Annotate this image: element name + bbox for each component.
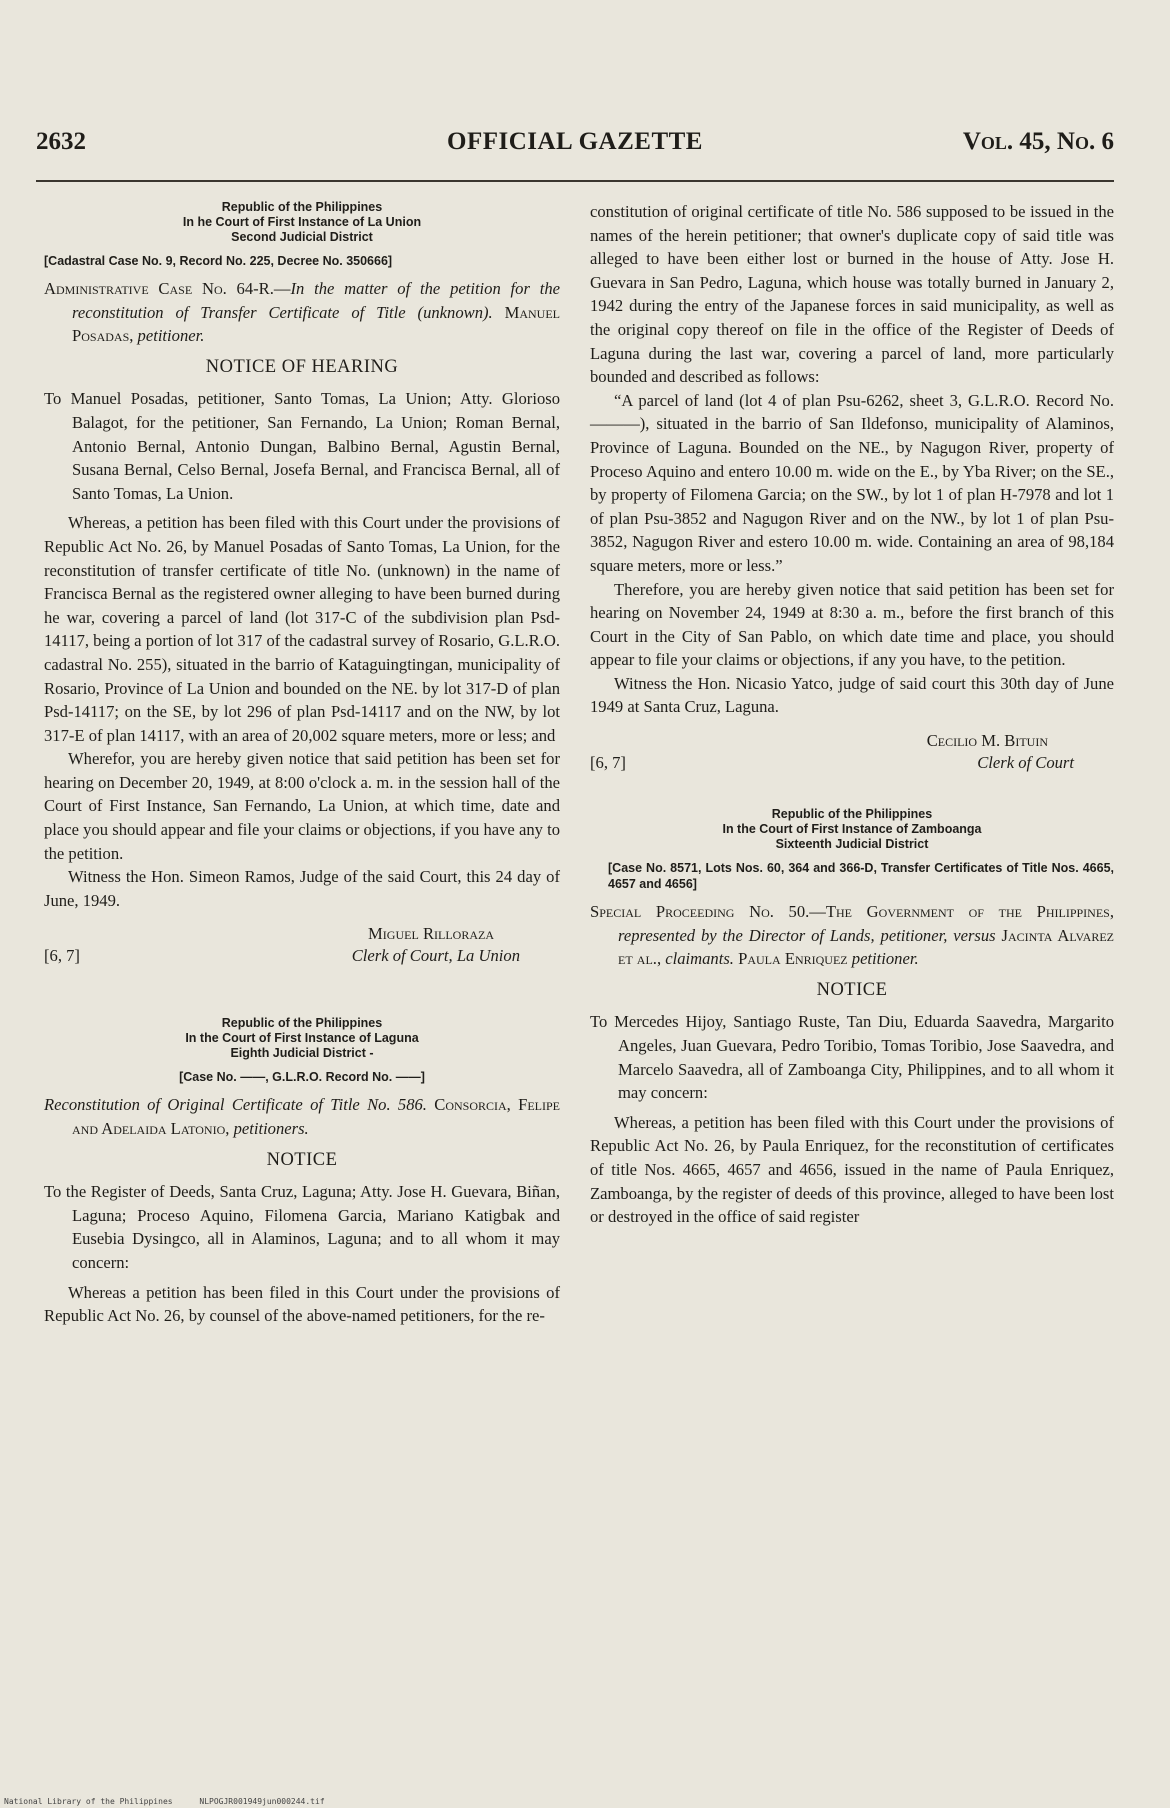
signatory-name: Miguel Rilloraza [368,924,494,944]
case-reference: [Case No. ——, G.L.R.O. Record No. ——] [179,1070,425,1085]
publication-title: OFFICIAL GAZETTE [447,128,703,155]
page-number: 2632 [36,128,86,155]
file-label: NLPOGJR001949jun000244.tif [199,1797,325,1806]
paragraph: Whereas a petition has been filed in this Court under the provisions of Republic Act No. 26, by counsel of the above-named petitioners, for the re- [44,1282,560,1326]
header-rule [36,180,1114,182]
paragraph: Whereas, a petition has been filed with this Court under the provisions of Republic Act No. 26, by Paula Enriquez, for the reconstitution of certificates of title Nos. 4665, 4657 and 4656, issued in the name of Paula Enriquez, Zamboanga, by the register of deeds of this province, alleged to have been lost or destroyed in the office of said register [590,1112,1114,1227]
signatory-title: Clerk of Court, La Union [351,946,520,966]
addressees: To the Register of Deeds, Santa Cruz, Laguna; Atty. Jose H. Guevara, Biñan, Laguna; Proceso Aquino, Filomena Garcia, Mariano Katigbak and Eusebia Dysingco, all in Alaminos, Laguna; and to all whom it may concern: [44,1182,560,1272]
case-reference: [Cadastral Case No. 9, Record No. 225, Decree No. 350666] [44,254,393,268]
addressees: To Mercedes Hijoy, Santiago Ruste, Tan Diu, Eduarda Saavedra, Margarito Angeles, Juan Guevara, Pedro Toribio, Tomas Toribio, Jose Saavedra, and Marcelo Saavedra, all of Zamboanga City, Philippines, and to all whom it may concern: [590,1012,1114,1103]
notice-heading: NOTICE OF HEARING [205,356,399,377]
volume-number: Vol. 45, No. 6 [962,128,1114,155]
issue-reference: [6, 7] [44,946,80,966]
notice-heading: NOTICE [816,979,888,1000]
signatory-name: Cecilio M. Bituin [926,731,1048,751]
court-heading: Republic of the Philippines In the Court of First Instance of Laguna Eighth Judicial District - [185,1016,419,1061]
signatory-title: Clerk of Court [977,753,1074,773]
paragraph: Wherefor, you are hereby given notice that said petition has been set for hearing on December 20, 1949, at 8:00 o'clock a. m. in the session hall of the Court of First Instance, San Fernando, La Union, at which time, date and place you should appear and file your claims or objections, if you have any to the petition. [44,749,560,863]
case-reference: [Case No. 8571, Lots Nos. 60, 364 and 366-D, Transfer Certificates of Title Nos. 4665, 4657 and 4656] [608,861,1114,892]
court-heading: Republic of the Philippines In he Court of First Instance of La Union Second Judicial District [182,200,422,244]
source-label: National Library of the Philippines [4,1797,173,1806]
case-caption: Special Proceeding No. 50.—The Government of the Philippines, represented by the Director of Lands, petitioner, versus Jacinta Alvarez et al., claimants. Paula Enriquez petitioner. [590,902,1115,969]
paragraph: constitution of original certificate of title No. 586 supposed to be issued in the names of the herein petitioner; that owner's duplicate copy of said title was alleged to have been either lost or burned in the house of Atty. Jose H. Guevara in San Pedro, Laguna, which house was totally burned in January 2, 1942 during the entry of the Japanese forces in said municipality, as well as the original copy thereof on file in the office of the Register of Deeds of Laguna during the last war, covering a parcel of land, more particularly bounded and described as follows: [590,202,1114,387]
page-header [36,128,1114,168]
notice-heading: NOTICE [266,1149,338,1170]
scan-footer [4,1797,347,1806]
case-caption: Reconstitution of Original Certificate of Title No. 586. Consorcia, Felipe and Adelaida Latonio, petitioners. [44,1095,560,1139]
paragraph: Whereas, a petition has been filed with this Court under the provisions of Republic Act No. 26, by Manuel Posadas of Santo Tomas, La Union, for the reconstitution of transfer certificate of title No. (unknown) in the name of Francisca Bernal as the registered owner alleging to have been burned during he war, covering a parcel of land (lot 317-C of the subdivision plan Psd-14117, being a portion of lot 317 of the cadastral survey of Rosario, G.L.R.O. cadastral No. 255), situated in the barrio of Kataguingtingan, municipality of Rosario, Province of La Union and bounded on the NE. by lot 317-D of plan Psd-14117; on the SE, by lot 296 of plan Psd-14117 and on the NW, by lot 317-E of plan 14117, with an area of 20,002 square meters, more or less; and [44,513,560,745]
case-caption: Administrative Case No. 64-R.—In the matter of the petition for the reconstitution of Transfer Certificate of Title (unknown). Manuel Posadas, petitioner. [44,279,560,346]
issue-reference: [6, 7] [590,753,626,773]
court-heading: Republic of the Philippines In the Court of First Instance of Zamboanga Sixteenth Judicial District [722,807,982,852]
paragraph: “A parcel of land (lot 4 of plan Psu-6262, sheet 3, G.L.R.O. Record No. ———), situated in the barrio of San Ildefonso, municipality of Alaminos, Province of Laguna. Bounded on the NE., by Nagugon River, property of Proceso Aquino and entero 10.00 m. wide on the E., by Yba River; on the SE., by property of Filomena Garcia; on the SW., by lot 1 of plan H-7978 and lot 1 of plan Psu-3852 and Nagugon River and on the NW., by lot 1 of plan Psu-3852, Nagugon River and estero 10.00 m. wide. Containing an area of 98,184 square meters, more or less.” [590,390,1114,575]
paragraph: Witness the Hon. Simeon Ramos, Judge of the said Court, this 24 day of June, 1949. [44,867,560,910]
right-column [590,200,1114,1229]
paragraph: Therefore, you are hereby given notice that said petition has been set for hearing on November 24, 1949 at 8:30 a. m., before the first branch of this Court in the City of San Pablo, on which date time and place, you should appear to file your claims or objections, if any you have, to the petition. [590,579,1114,670]
signature-block [44,922,560,970]
left-column [44,200,560,1328]
paragraph: Witness the Hon. Nicasio Yatco, judge of said court this 30th day of June 1949 at Santa Cruz, Laguna. [590,673,1114,717]
signature-block [590,729,1114,777]
addressees: To Manuel Posadas, petitioner, Santo Tomas, La Union; Atty. Glorioso Balagot, for the petitioner, San Fernando, La Union; Roman Bernal, Antonio Bernal, Antonio Dungan, Balbino Bernal, Agustin Bernal, Susana Bernal, Celso Bernal, Josefa Bernal, and Francisca Bernal, all of Santo Tomas, La Union. [44,389,560,503]
